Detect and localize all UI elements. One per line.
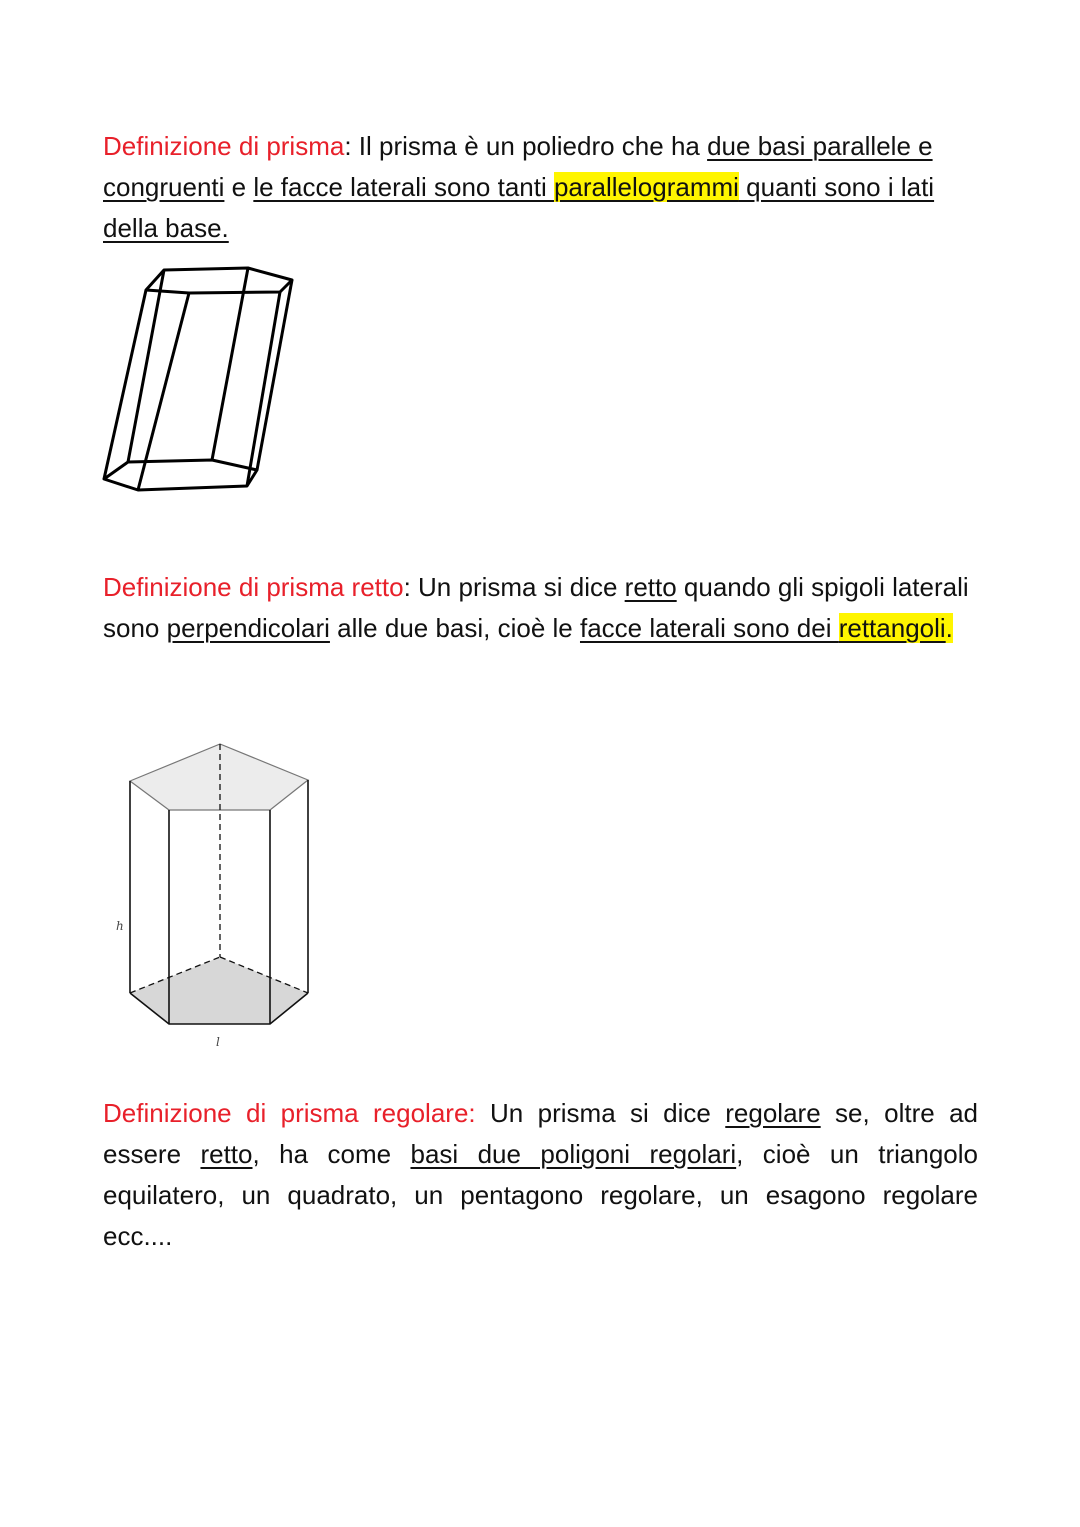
underlined-regular-polygons: basi due poligoni regolari bbox=[410, 1139, 737, 1169]
text: Il prisma è un poliedro che ha bbox=[358, 131, 708, 161]
text: , ha come bbox=[252, 1139, 411, 1169]
heading-regular-prism: Definizione di prisma regolare: bbox=[103, 1098, 476, 1128]
right-prism-figure bbox=[105, 735, 325, 1055]
heading-right-prism: Definizione di prisma retto bbox=[103, 572, 404, 602]
bottom-hexagon bbox=[104, 460, 257, 490]
underlined-retto: retto bbox=[624, 572, 677, 602]
paragraph-prism-definition bbox=[103, 126, 978, 249]
underlined-bases: due basi parallele e congruenti bbox=[103, 131, 933, 202]
top-pentagon bbox=[130, 744, 308, 810]
underlined-sides: quanti sono i lati della base. bbox=[103, 172, 935, 243]
text: alle due basi, cioè le bbox=[329, 613, 580, 643]
top-hexagon bbox=[146, 268, 292, 293]
underlined-regolare: regolare bbox=[725, 1098, 821, 1128]
paragraph-regular-prism bbox=[103, 1093, 978, 1257]
text: e bbox=[224, 172, 254, 202]
underlined-lateral-faces: facce laterali sono dei bbox=[579, 613, 839, 643]
height-label: h bbox=[116, 919, 124, 933]
text: quando gli spigoli laterali sono bbox=[103, 572, 969, 643]
text: , cioè un triangolo equilatero, un quadrato, un pentagono regolare, un esagono regolare ecc.... bbox=[103, 1139, 978, 1251]
lateral-edge bbox=[212, 268, 248, 460]
heading-prism-definition: Definizione di prisma bbox=[103, 131, 345, 161]
highlight-parallelograms: parallelogrammi bbox=[553, 172, 739, 202]
highlight-rectangles: rettangoli bbox=[838, 613, 946, 643]
paragraph-right-prism bbox=[103, 567, 978, 649]
underlined-retto: retto bbox=[200, 1139, 253, 1169]
lateral-edge bbox=[247, 292, 280, 486]
lateral-edge bbox=[104, 290, 146, 479]
colon: : bbox=[403, 572, 419, 602]
underlined-lateral-faces: le facce laterali sono tanti bbox=[253, 172, 554, 202]
colon: : bbox=[344, 131, 359, 161]
text: Un prisma si dice bbox=[475, 1098, 726, 1128]
oblique-prism-figure bbox=[100, 262, 300, 502]
side-label: l bbox=[216, 1035, 220, 1049]
lateral-edge bbox=[257, 280, 292, 470]
text: se, oltre ad essere bbox=[103, 1098, 978, 1169]
period: . bbox=[945, 613, 953, 643]
underlined-perpendicular: perpendicolari bbox=[166, 613, 330, 643]
text: Un prisma si dice bbox=[418, 572, 625, 602]
lateral-edge bbox=[128, 270, 164, 462]
